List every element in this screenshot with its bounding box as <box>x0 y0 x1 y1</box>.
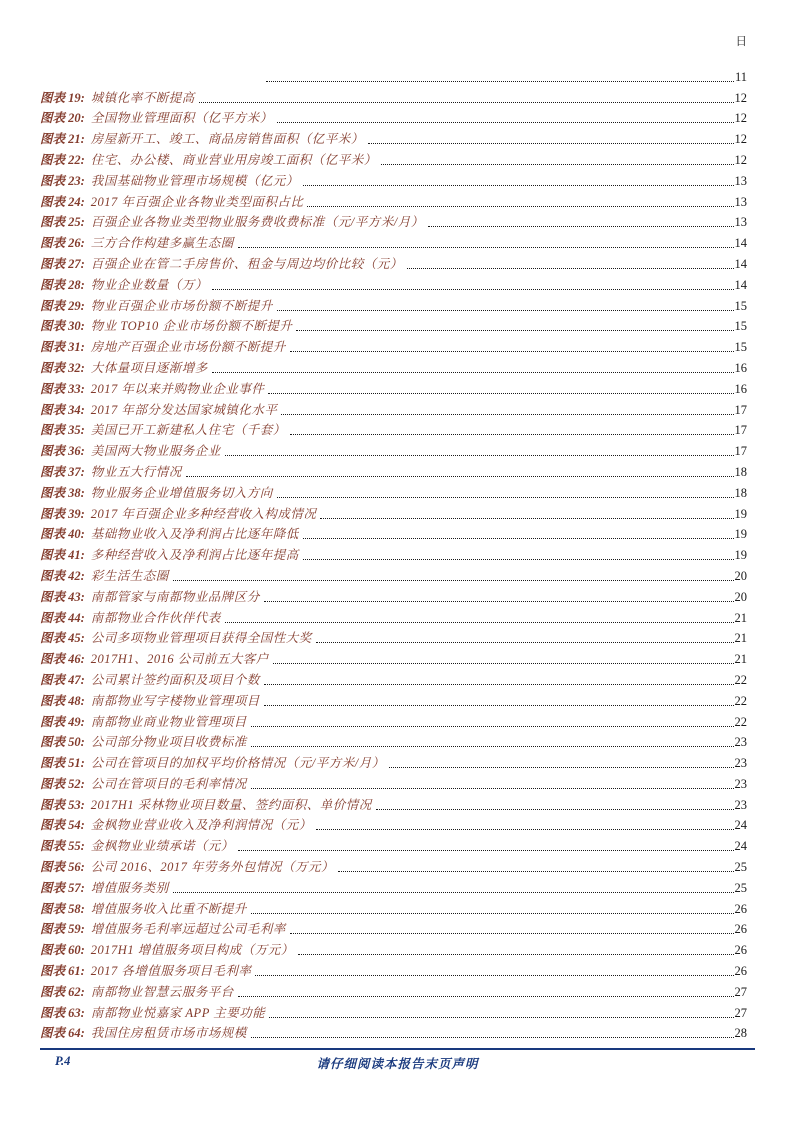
page-number: 12 <box>734 90 747 105</box>
figure-title: 2017 年以来并购物业企业事件 <box>90 381 265 396</box>
toc-entry[interactable] <box>40 189 747 210</box>
page-number: 14 <box>734 256 747 271</box>
toc-entry[interactable] <box>40 501 747 522</box>
page-number: 16 <box>734 381 747 396</box>
toc-entry[interactable] <box>40 605 747 626</box>
figure-label: 图表 20: <box>40 111 85 126</box>
figure-title: 2017 年部分发达国家城镇化水平 <box>90 402 278 417</box>
figure-title: 公司 2016、2017 年劳务外包情况（万元） <box>90 860 335 875</box>
figure-label: 图表 44: <box>40 610 85 625</box>
toc-entry[interactable] <box>40 459 747 480</box>
toc-entry[interactable] <box>40 376 747 397</box>
dot-leader <box>277 122 734 123</box>
dot-leader <box>255 975 733 976</box>
toc-entry[interactable] <box>40 542 747 563</box>
figure-title: 大体量项目逐渐增多 <box>90 360 208 375</box>
dot-leader <box>173 580 734 581</box>
dot-leader <box>268 393 733 394</box>
dot-leader <box>212 289 734 290</box>
page-number: 15 <box>734 319 747 334</box>
figure-title: 三方合作构建多赢生态圈 <box>90 236 234 251</box>
dot-leader <box>251 1037 734 1038</box>
page-number: 24 <box>734 818 747 833</box>
figure-title: 金枫物业业绩承诺（元） <box>90 839 234 854</box>
page-number: 13 <box>734 194 747 209</box>
figure-title: 南都管家与南都物业品牌区分 <box>90 589 260 604</box>
toc-entry[interactable] <box>40 1000 747 1021</box>
figure-label: 图表 41: <box>40 548 85 563</box>
dot-leader <box>273 663 734 664</box>
dot-leader <box>277 310 734 311</box>
figure-title: 多种经营收入及净利润占比逐年提高 <box>90 548 299 563</box>
toc-entry[interactable] <box>40 314 747 335</box>
dot-leader <box>290 351 734 352</box>
figure-label: 图表 58: <box>40 901 85 916</box>
toc-entry[interactable] <box>40 833 747 854</box>
dot-leader <box>199 102 734 103</box>
page-number: 28 <box>734 1026 747 1041</box>
dot-leader <box>251 788 734 789</box>
figure-label: 图表 57: <box>40 880 85 895</box>
page-number: 18 <box>734 485 747 500</box>
figure-title: 住宅、办公楼、商业营业用房竣工面积（亿平米） <box>90 152 377 167</box>
dot-leader <box>381 164 734 165</box>
figure-label: 图表 46: <box>40 652 85 667</box>
dot-leader <box>307 206 733 207</box>
figure-title: 公司在管项目的加权平均价格情况（元/平方米/月） <box>90 756 385 771</box>
figure-label: 图表 19: <box>40 90 85 105</box>
dot-leader <box>212 372 734 373</box>
page-number: 12 <box>734 132 747 147</box>
toc-entry[interactable] <box>40 230 747 251</box>
toc-entry[interactable] <box>40 813 747 834</box>
figure-title: 增值服务毛利率远超过公司毛利率 <box>90 922 286 937</box>
figure-label: 图表 59: <box>40 922 85 937</box>
figure-label: 图表 27: <box>40 256 85 271</box>
dot-leader <box>320 518 733 519</box>
figure-title: 南都物业悦嘉家 APP 主要功能 <box>90 1005 266 1020</box>
figure-title: 美国两大物业服务企业 <box>90 444 221 459</box>
figure-label: 图表 54: <box>40 818 85 833</box>
figure-title: 全国物业管理面积（亿平方米） <box>90 111 273 126</box>
page-number: 13 <box>734 173 747 188</box>
page-number: 23 <box>734 735 747 750</box>
page-number: 26 <box>734 901 747 916</box>
page-number: 20 <box>734 568 747 583</box>
toc-entry[interactable] <box>40 272 747 293</box>
page-number: 16 <box>734 360 747 375</box>
toc-entry[interactable] <box>40 293 747 314</box>
dot-leader <box>316 642 734 643</box>
toc-entry[interactable] <box>40 896 747 917</box>
figure-label: 图表 37: <box>40 464 85 479</box>
page-number: 26 <box>734 922 747 937</box>
footer-disclaimer: 请仔细阅读本报告末页声明 <box>316 1057 479 1071</box>
figure-title: 南都物业商业物业管理项目 <box>90 714 247 729</box>
figure-title: 我国基础物业管理市场规模（亿元） <box>90 173 299 188</box>
figure-title: 百强企业在管二手房售价、租金与周边均价比较（元） <box>90 256 403 271</box>
figure-title: 公司累计签约面积及项目个数 <box>90 672 260 687</box>
footer-page-label: P.4 <box>55 1054 71 1068</box>
dot-leader <box>269 1017 733 1018</box>
page-number: 22 <box>734 672 747 687</box>
toc-entry[interactable] <box>40 626 747 647</box>
page-number: 19 <box>734 527 747 542</box>
page-number: 21 <box>734 610 747 625</box>
header-right-text: 日 <box>735 36 747 48</box>
toc-entry[interactable] <box>40 667 747 688</box>
dot-leader <box>428 226 734 227</box>
dot-leader <box>277 497 734 498</box>
page-number: 26 <box>734 964 747 979</box>
dot-leader <box>407 268 734 269</box>
page-number: 25 <box>734 880 747 895</box>
figure-label: 图表 25: <box>40 215 85 230</box>
dot-leader <box>376 809 734 810</box>
figure-label: 图表 53: <box>40 797 85 812</box>
figure-label: 图表 40: <box>40 527 85 542</box>
toc-entry[interactable] <box>40 709 747 730</box>
dot-leader <box>389 767 734 768</box>
toc-entry[interactable] <box>40 85 747 106</box>
figure-label: 图表 32: <box>40 360 85 375</box>
toc-entry[interactable] <box>40 147 747 168</box>
page-number: 23 <box>734 797 747 812</box>
figure-title: 2017 各增值服务项目毛利率 <box>90 964 252 979</box>
figure-title: 2017 年百强企业多种经营收入构成情况 <box>90 506 317 521</box>
toc-entry[interactable] <box>40 1021 747 1042</box>
page-number: 19 <box>734 506 747 521</box>
page-number: 27 <box>734 984 747 999</box>
figure-title: 物业百强企业市场份额不断提升 <box>90 298 273 313</box>
dot-leader <box>264 601 734 602</box>
toc-entry[interactable] <box>40 688 747 709</box>
figure-label: 图表 47: <box>40 672 85 687</box>
figure-label: 图表 48: <box>40 693 85 708</box>
page-number: 21 <box>734 631 747 646</box>
toc-entry[interactable] <box>40 397 747 418</box>
page-number: 11 <box>734 69 747 84</box>
dot-leader <box>251 746 734 747</box>
dot-leader <box>316 829 734 830</box>
figure-title: 物业企业数量（万） <box>90 277 208 292</box>
figure-title: 公司在管项目的毛利率情况 <box>90 776 247 791</box>
toc-entry[interactable] <box>40 750 747 771</box>
page-number: 22 <box>734 714 747 729</box>
figure-title: 南都物业智慧云服务平台 <box>90 984 234 999</box>
toc-entry[interactable] <box>40 958 747 979</box>
figure-label: 图表 63: <box>40 1005 85 1020</box>
dot-leader <box>225 622 734 623</box>
figure-label: 图表 62: <box>40 984 85 999</box>
page-number: 12 <box>734 111 747 126</box>
figure-label: 图表 61: <box>40 964 85 979</box>
toc-entry[interactable] <box>40 168 747 189</box>
figure-title: 公司部分物业项目收费标准 <box>90 735 247 750</box>
figure-label: 图表 42: <box>40 568 85 583</box>
dot-leader <box>303 185 734 186</box>
toc-entry[interactable] <box>40 334 747 355</box>
figure-label: 图表 34: <box>40 402 85 417</box>
figure-label: 图表 56: <box>40 860 85 875</box>
figure-label: 图表 29: <box>40 298 85 313</box>
figure-title: 房屋新开工、竣工、商品房销售面积（亿平米） <box>90 132 364 147</box>
toc-entry[interactable] <box>40 646 747 667</box>
figure-label: 图表 51: <box>40 756 85 771</box>
figure-label: 图表 31: <box>40 340 85 355</box>
dot-leader <box>368 143 734 144</box>
figure-title: 金枫物业营业收入及净利润情况（元） <box>90 818 312 833</box>
page-number: 20 <box>734 589 747 604</box>
figure-label: 图表 36: <box>40 444 85 459</box>
figure-label: 图表 45: <box>40 631 85 646</box>
toc-entry[interactable] <box>40 210 747 231</box>
figure-title: 城镇化率不断提高 <box>90 90 195 105</box>
page-number: 12 <box>734 152 747 167</box>
dot-leader <box>338 871 733 872</box>
figure-title: 物业五大行情况 <box>90 464 182 479</box>
toc-entry[interactable] <box>40 730 747 751</box>
page-number: 13 <box>734 215 747 230</box>
toc-entry[interactable] <box>40 355 747 376</box>
figure-title: 增值服务类别 <box>90 880 169 895</box>
figure-title: 南都物业写字楼物业管理项目 <box>90 693 260 708</box>
figure-title: 基础物业收入及净利润占比逐年降低 <box>90 527 299 542</box>
figure-label: 图表 30: <box>40 319 85 334</box>
toc-entry[interactable] <box>40 854 747 875</box>
toc-entry[interactable] <box>40 792 747 813</box>
page-number: 22 <box>734 693 747 708</box>
page-number: 17 <box>734 423 747 438</box>
figure-title: 公司多项物业管理项目获得全国性大奖 <box>90 631 312 646</box>
figure-title: 彩生活生态圈 <box>90 568 169 583</box>
footer-divider <box>40 1048 755 1050</box>
dot-leader <box>238 247 734 248</box>
figure-title: 增值服务收入比重不断提升 <box>90 901 247 916</box>
dot-leader <box>303 559 734 560</box>
dot-leader <box>264 705 734 706</box>
figure-label: 图表 60: <box>40 943 85 958</box>
dot-leader <box>281 414 733 415</box>
page-number: 27 <box>734 1005 747 1020</box>
figure-title: 我国住房租赁市场市场规模 <box>90 1026 247 1041</box>
toc-entry[interactable] <box>40 480 747 501</box>
figure-label: 图表 49: <box>40 714 85 729</box>
page-number: 17 <box>734 444 747 459</box>
dot-leader <box>264 684 734 685</box>
figure-title: 2017H1 采林物业项目数量、签约面积、单价情况 <box>90 797 372 812</box>
figure-label: 图表 28: <box>40 277 85 292</box>
figure-title: 南都物业合作伙伴代表 <box>90 610 221 625</box>
figure-title: 物业 TOP10 企业市场份额不断提升 <box>90 319 293 334</box>
figure-title: 美国已开工新建私人住宅（千套） <box>90 423 286 438</box>
toc-entry[interactable] <box>40 126 747 147</box>
page-number: 23 <box>734 776 747 791</box>
dot-leader <box>225 455 734 456</box>
toc-entry[interactable] <box>40 979 747 1000</box>
page-number: 17 <box>734 402 747 417</box>
toc-list <box>40 64 747 1041</box>
page-number: 19 <box>734 548 747 563</box>
dot-leader <box>296 330 733 331</box>
toc-entry[interactable] <box>40 106 747 127</box>
figure-label: 图表 52: <box>40 776 85 791</box>
page-number: 18 <box>734 464 747 479</box>
figure-title: 百强企业各物业类型物业服务费收费标准（元/平方米/月） <box>90 215 424 230</box>
toc-continuation-row[interactable] <box>40 64 747 85</box>
dot-leader <box>266 81 734 82</box>
figure-title: 2017 年百强企业各物业类型面积占比 <box>90 194 304 209</box>
toc-entry[interactable] <box>40 771 747 792</box>
figure-label: 图表 55: <box>40 839 85 854</box>
dot-leader <box>298 954 734 955</box>
figure-title: 物业服务企业增值服务切入方向 <box>90 485 273 500</box>
page-number: 24 <box>734 839 747 854</box>
figure-title: 2017H1、2016 公司前五大客户 <box>90 652 269 667</box>
figure-label: 图表 33: <box>40 381 85 396</box>
figure-title: 房地产百强企业市场份额不断提升 <box>90 340 286 355</box>
toc-entry[interactable] <box>40 584 747 605</box>
toc-entry[interactable] <box>40 875 747 896</box>
page-number: 15 <box>734 298 747 313</box>
figure-label: 图表 35: <box>40 423 85 438</box>
toc-entry[interactable] <box>40 522 747 543</box>
page-number: 23 <box>734 756 747 771</box>
toc-entry[interactable] <box>40 917 747 938</box>
page-number: 15 <box>734 340 747 355</box>
figure-label: 图表 43: <box>40 589 85 604</box>
figure-label: 图表 38: <box>40 485 85 500</box>
figure-label: 图表 23: <box>40 173 85 188</box>
dot-leader <box>290 933 734 934</box>
figure-label: 图表 64: <box>40 1026 85 1041</box>
dot-leader <box>186 476 734 477</box>
dot-leader <box>173 892 734 893</box>
toc-entry[interactable] <box>40 251 747 272</box>
toc-entry[interactable] <box>40 937 747 958</box>
dot-leader <box>251 726 734 727</box>
figure-label: 图表 21: <box>40 132 85 147</box>
toc-entry[interactable] <box>40 563 747 584</box>
page-number: 21 <box>734 652 747 667</box>
dot-leader <box>251 913 734 914</box>
dot-leader <box>303 538 734 539</box>
dot-leader <box>290 434 734 435</box>
page-number: 14 <box>734 277 747 292</box>
figure-label: 图表 24: <box>40 194 85 209</box>
figure-label: 图表 26: <box>40 236 85 251</box>
dot-leader <box>238 850 734 851</box>
page-number: 14 <box>734 236 747 251</box>
figure-label: 图表 39: <box>40 506 85 521</box>
toc-entry[interactable] <box>40 438 747 459</box>
toc-entry[interactable] <box>40 418 747 439</box>
figure-label: 图表 50: <box>40 735 85 750</box>
figure-title: 2017H1 增值服务项目构成（万元） <box>90 943 294 958</box>
dot-leader <box>238 996 734 997</box>
figure-label: 图表 22: <box>40 152 85 167</box>
page-number: 25 <box>734 860 747 875</box>
page-number: 26 <box>734 943 747 958</box>
